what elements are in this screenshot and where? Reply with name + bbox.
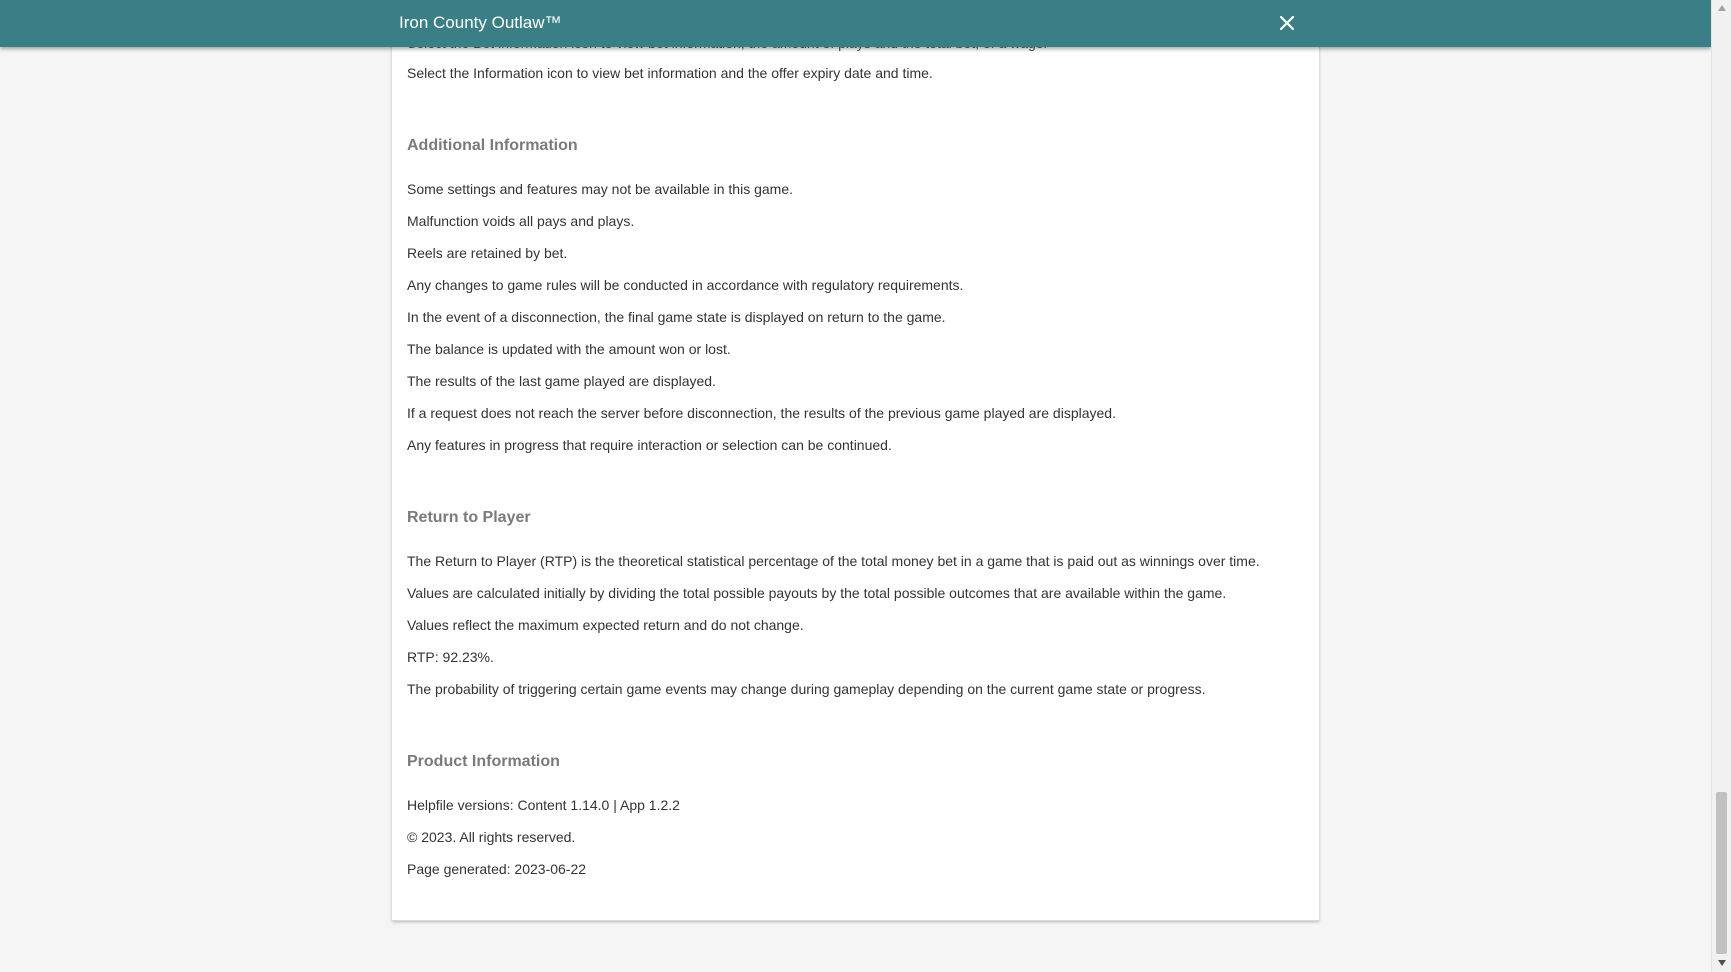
additional-information-line: Reels are retained by bet. [407,245,568,261]
return-to-player-heading: Return to Player [407,509,531,526]
return-to-player-line: The probability of triggering certain game events may change during gameplay depending on the current game state or progress. [407,681,1206,697]
return-to-player-line: The Return to Player (RTP) is the theoretical statistical percentage of the total money bet in a game that is paid out as winnings over time. [407,553,1260,569]
rtp-value-line: RTP: 92.23%. [407,649,494,665]
product-information-heading: Product Information [407,753,560,770]
scroll-down-button[interactable] [1712,955,1731,972]
additional-information-line: In the event of a disconnection, the final game state is displayed on return to the game. [407,309,946,325]
game-title: Iron County Outlaw™ [399,13,562,32]
copyright-line: © 2023. All rights reserved. [407,829,576,845]
scrollbar-thumb[interactable] [1716,792,1727,954]
helpfile-version-line: Helpfile versions: Content 1.14.0 | App 1.2.2 [407,797,680,813]
close-button[interactable] [1274,10,1300,36]
intro-info-line: Select the Information icon to view bet information and the offer expiry date and time. [407,65,933,81]
close-icon [1274,10,1300,36]
additional-information-line: Some settings and features may not be available in this game. [407,181,793,197]
caret-up-icon [1718,5,1726,11]
page-generated-line: Page generated: 2023-06-22 [407,861,587,877]
additional-information-line: Malfunction voids all pays and plays. [407,213,635,229]
help-header [0,0,1711,47]
additional-information-line: The results of the last game played are displayed. [407,373,716,389]
additional-information-line: The balance is updated with the amount won or lost. [407,341,731,357]
additional-information-line: Any features in progress that require interaction or selection can be continued. [407,437,892,453]
scroll-up-button[interactable] [1712,0,1731,17]
vertical-scrollbar[interactable] [1711,0,1731,972]
additional-information-line: Any changes to game rules will be conducted in accordance with regulatory requirements. [407,277,964,293]
caret-down-icon [1718,960,1726,966]
return-to-player-line: Values are calculated initially by dividing the total possible payouts by the total possible outcomes that are available within the game. [407,585,1227,601]
return-to-player-line: Values reflect the maximum expected return and do not change. [407,617,804,633]
additional-information-heading: Additional Information [407,137,578,154]
additional-information-line: If a request does not reach the server before disconnection, the results of the previous game played are displayed. [407,405,1116,421]
